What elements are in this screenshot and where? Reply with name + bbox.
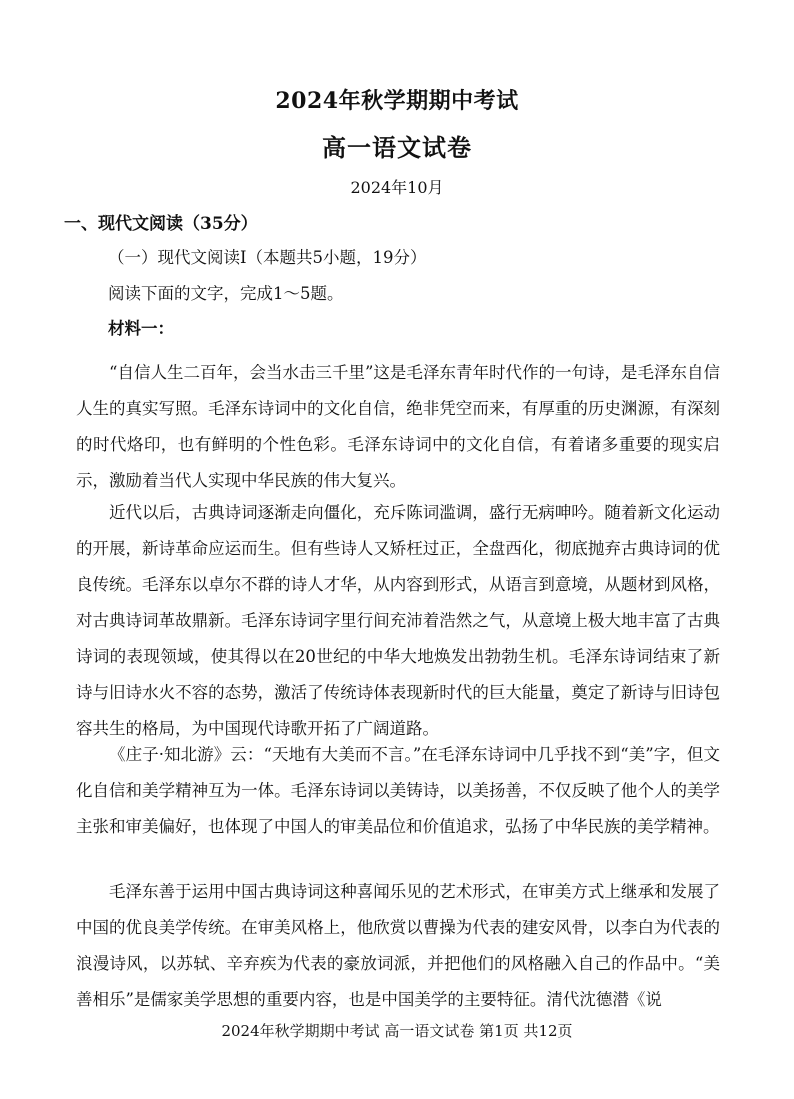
body-paragraph-3: 《庄子·知北游》云：“天地有大美而不言。”在毛泽东诗词中几乎找不到“美”字，但文化自信和美学精神互为一体。毛泽东诗词以美铸诗，以美扬善，不仅反映了他个人的美学主张和审美偏好，也体现了中国人的审美品位和价值追求，弘扬了中华民族的美学精神。 [76,744,720,836]
subsection-heading: （一）现代文阅读Ⅰ（本题共5小题，19分） [108,248,427,267]
page-footer: 2024年秋学期期中考试 高一语文试卷 第1页 共12页 [221,1022,573,1040]
material-label: 材料一： [108,319,174,338]
exam-title: 2024年秋学期期中考试 [275,88,519,114]
exam-date: 2024年10月 [350,178,444,197]
body-paragraph-4: 毛泽东善于运用中国古典诗词这种喜闻乐见的艺术形式，在审美方式上继承和发展了中国的优良美学传统。在审美风格上，他欣赏以曹操为代表的建安风骨，以李白为代表的浪漫诗风，以苏轼、辛弃疾为代表的豪放词派，并把他们的风格融入自己的作品中。“美善相乐”是儒家美学思想的重要内容，也是中国美学的主要特征。清代沈德潜《说 [76,881,720,1009]
body-paragraph-2: 近代以后，古典诗词逐渐走向僵化，充斥陈词滥调，盛行无病呻吟。随着新文化运动的开展，新诗革命应运而生。但有些诗人又矫枉过正，全盘西化，彻底抛弃古典诗词的优良传统。毛泽东以卓尔不群的诗人才华，从内容到形式，从语言到意境，从题材到风格，对古典诗词革故鼎新。毛泽东诗词字里行间充沛着浩然之气，从意境上极大地丰富了古典诗词的表现领域，使其得以在20世纪的中华大地焕发出勃勃生机。毛泽东诗词结束了新诗与旧诗水火不容的态势，激活了传统诗体表现新时代的巨大能量，奠定了新诗与旧诗包容共生的格局，为中国现代诗歌开拓了广阔道路。 [76,502,720,738]
section-heading: 一、现代文阅读（35分） [64,214,258,234]
body-paragraph-1: “自信人生二百年，会当水击三千里”这是毛泽东青年时代作的一句诗，是毛泽东自信人生的真实写照。毛泽东诗词中的文化自信，绝非凭空而来，有厚重的历史渊源，有深刻的时代烙印，也有鲜明的个性色彩。毛泽东诗词中的文化自信，有着诸多重要的现实启示，激励着当代人实现中华民族的伟大复兴。 [76,362,720,490]
exam-subtitle: 高一语文试卷 [322,133,472,162]
reading-instruction: 阅读下面的文字，完成1～5题。 [108,284,344,303]
